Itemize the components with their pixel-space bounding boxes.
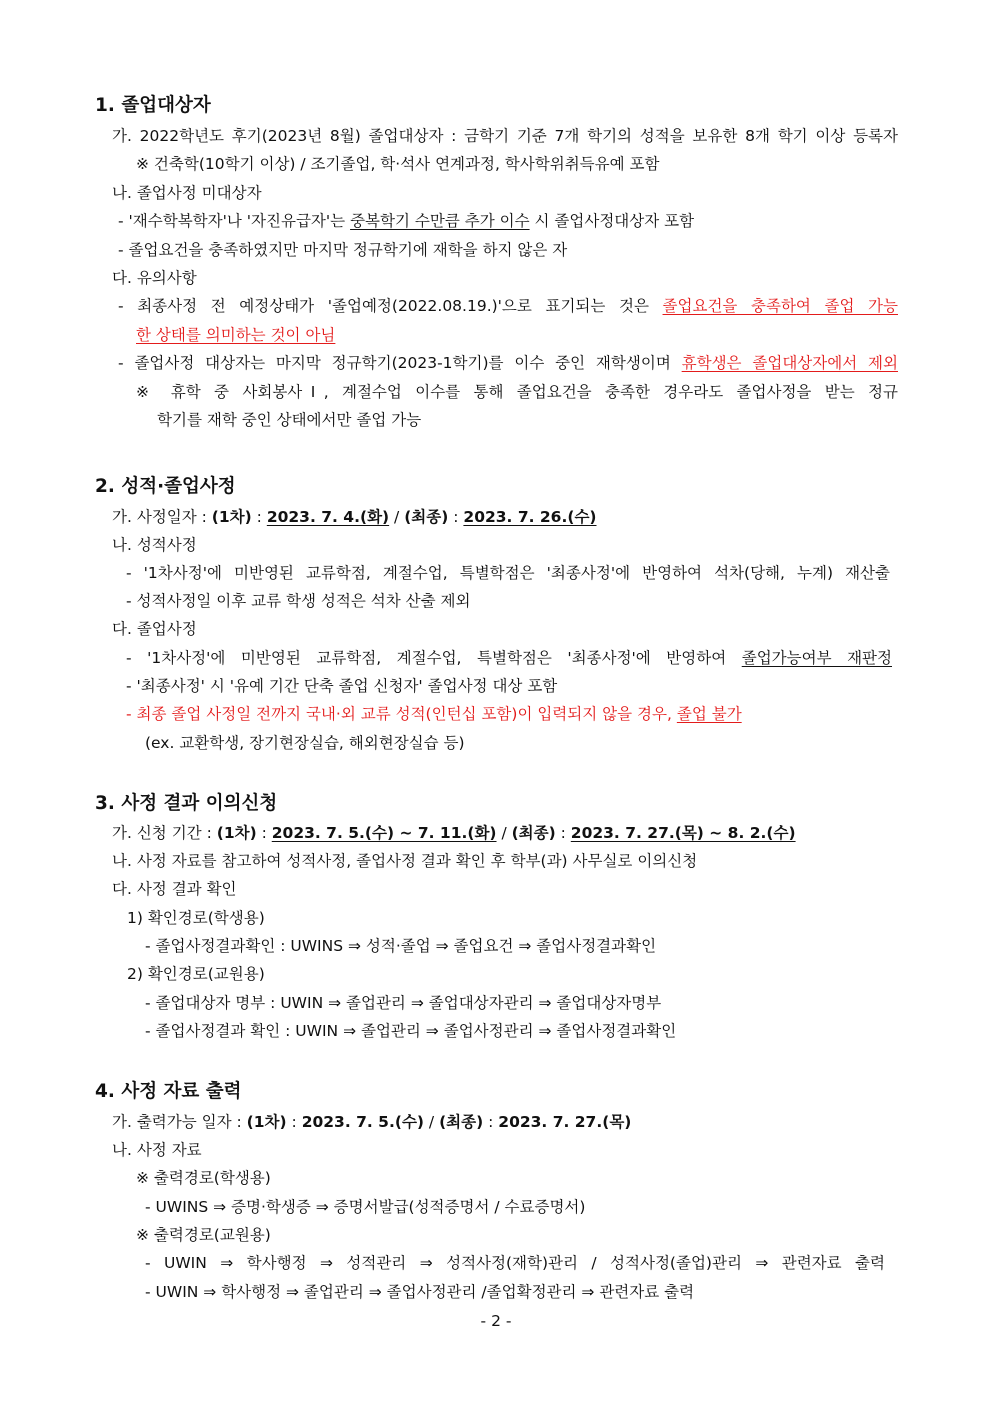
s3-path2: 2) 확인경로(교원용) (127, 965, 265, 983)
section-1-title: 1. 졸업대상자 (95, 95, 211, 116)
s3-na: 나. 사정 자료를 참고하여 성적사정, 졸업사정 결과 확인 후 학부(과) 사무실로 이의신청 (112, 852, 698, 870)
s1-ga: 가. 2022학년도 후기(2023년 8월) 졸업대상자 : 금학기 기준 7개 학기의 성적을 보유한 8개 학기 이상 등록자 (112, 127, 898, 145)
s2-na: 나. 성적사정 (112, 536, 197, 554)
s4-note2: ※ 출력경로(교원용) (136, 1226, 271, 1244)
s1-na: 나. 졸업사정 미대상자 (112, 184, 262, 202)
s3-ga: 가. 신청 기간 : (1차) : 2023. 7. 5.(수) ~ 7. 11.(화) / (최종) : 2023. 7. 27.(목) ~ 8. 2.(수) (112, 824, 796, 842)
s1-da: 다. 유의사항 (112, 269, 197, 287)
s2-da3-example: (ex. 교환학생, 장기현장실습, 해외현장실습 등) (145, 734, 465, 752)
s1-na2: - 졸업요건을 충족하였지만 마지막 정규학기에 재학을 하지 않은 자 (118, 241, 568, 259)
section-2-title: 2. 성적·졸업사정 (95, 476, 236, 497)
s1-ga-note: ※ 건축학(10학기 이상) / 조기졸업, 학·석사 연계과정, 학사학위취득유예 포함 (136, 155, 660, 173)
s1-na1: - '재수학복학자'나 '자진유급자'는 중복학기 수만큼 추가 이수 시 졸업사정대상자 포함 (118, 212, 695, 230)
s2-da: 다. 졸업사정 (112, 620, 197, 638)
s4-note2-item2: - UWIN ⇒ 학사행정 ⇒ 졸업관리 ⇒ 졸업사정관리 /졸업확정관리 ⇒ 관련자료 출력 (145, 1283, 695, 1301)
s3-path2-item2: - 졸업사정결과 확인 : UWIN ⇒ 졸업관리 ⇒ 졸업사정관리 ⇒ 졸업사정결과확인 (145, 1022, 677, 1040)
s1-da1: - 최종사정 전 예정상태가 '졸업예정(2022.08.19.)'으로 표기되는 것은 졸업요건을 충족하여 졸업 가능 (118, 297, 898, 315)
page-number: - 2 - (480, 1312, 512, 1330)
section-4-title: 4. 사정 자료 출력 (95, 1081, 242, 1102)
s4-note1: ※ 출력경로(학생용) (136, 1169, 271, 1187)
s3-path1-item: - 졸업사정결과확인 : UWINS ⇒ 성적·졸업 ⇒ 졸업요건 ⇒ 졸업사정결과확인 (145, 937, 657, 955)
s1-da3-note-cont: 학기를 재학 중인 상태에서만 졸업 가능 (157, 411, 422, 429)
section-3-title: 3. 사정 결과 이의신청 (95, 793, 278, 814)
s4-note1-item: - UWINS ⇒ 증명·학생증 ⇒ 증명서발급(성적증명서 / 수료증명서) (145, 1198, 586, 1216)
s4-ga: 가. 출력가능 일자 : (1차) : 2023. 7. 5.(수) / (최종) : 2023. 7. 27.(목) (112, 1113, 632, 1131)
s2-ga: 가. 사정일자 : (1차) : 2023. 7. 4.(화) / (최종) : 2023. 7. 26.(수) (112, 508, 597, 526)
s2-na2: - 성적사정일 이후 교류 학생 성적은 석차 산출 제외 (126, 592, 471, 610)
s4-note2-item1: - UWIN ⇒ 학사행정 ⇒ 성적관리 ⇒ 성적사정(재학)관리 / 성적사정(졸업)관리 ⇒ 관련자료 출력 (145, 1254, 885, 1272)
s2-da3: - 최종 졸업 사정일 전까지 국내·외 교류 성적(인턴십 포함)이 입력되지 않을 경우, 졸업 불가 (126, 705, 742, 723)
s2-da2: - '최종사정' 시 '유예 기간 단축 졸업 신청자' 졸업사정 대상 포함 (126, 677, 558, 695)
s3-path1: 1) 확인경로(학생용) (127, 909, 265, 927)
s1-da3-note: ※ 휴학 중 사회봉사Ⅰ, 계절수업 이수를 통해 졸업요건을 충족한 경우라도 졸업사정을 받는 정규 (136, 383, 898, 401)
s2-na1: - '1차사정'에 미반영된 교류학점, 계절수업, 특별학점은 '최종사정'에 반영하여 석차(당해, 누계) 재산출 (126, 564, 890, 582)
s4-na: 나. 사정 자료 (112, 1141, 202, 1159)
s1-da2: - 졸업사정 대상자는 마지막 정규학기(2023-1학기)를 이수 중인 재학생이며 휴학생은 졸업대상자에서 제외 (118, 354, 898, 372)
s2-da1: - '1차사정'에 미반영된 교류학점, 계절수업, 특별학점은 '최종사정'에 반영하여 졸업가능여부 재판정 (126, 649, 892, 667)
s3-path2-item1: - 졸업대상자 명부 : UWIN ⇒ 졸업관리 ⇒ 졸업대상자관리 ⇒ 졸업대상자명부 (145, 994, 662, 1012)
s3-da: 다. 사정 결과 확인 (112, 880, 237, 898)
s1-da1-cont: 한 상태를 의미하는 것이 아님 (136, 326, 336, 344)
